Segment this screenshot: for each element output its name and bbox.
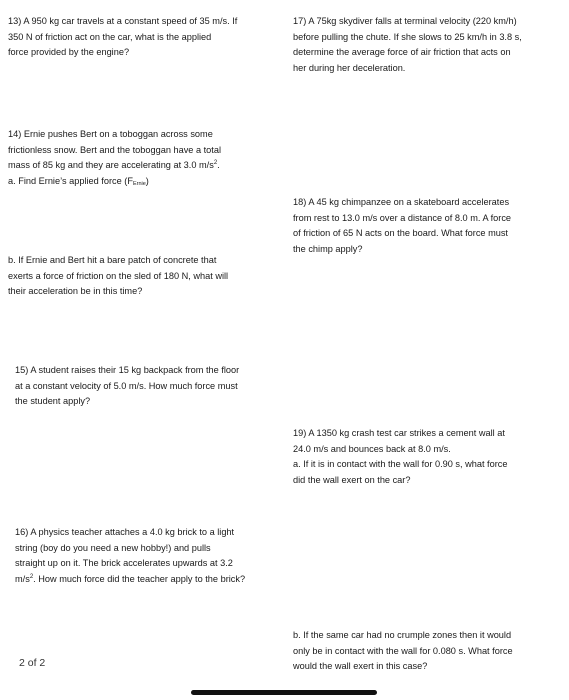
question-16-line-3: straight up on it. The brick accelerates upwards at 3.2 [15, 558, 233, 569]
squared-superscript: 2 [213, 160, 218, 167]
question-16-line-1: 16) A physics teacher attaches a 4.0 kg brick to a light [15, 527, 235, 537]
question-17-line-3: determine the average force of air friction that acts on [293, 47, 511, 58]
force-subscript-ernie: Ernie [132, 180, 146, 187]
question-19 [293, 426, 563, 488]
question-19b-line-2: only be in contact with the wall for 0.080 s. What force [293, 645, 513, 656]
question-18-line-2: from rest to 13.0 m/s over a distance of 8.0 m. A force [293, 212, 512, 223]
question-15-line-2: at a constant velocity of 5.0 m/s. How much force must [15, 380, 238, 391]
page-number: 2 of 2 [19, 657, 46, 669]
question-19-line-2: 24.0 m/s and bounces back at 8.0 m/s. [293, 443, 451, 454]
question-14 [8, 127, 280, 189]
question-15-line-1: 15) A student raises their 15 kg backpack from the floor [15, 365, 240, 375]
question-16-line-4 [15, 572, 287, 588]
question-13-line-1: 13) A 950 kg car travels at a constant speed of 35 m/s. If [8, 16, 238, 26]
question-19-line-1: 19) A 1350 kg crash test car strikes a cement wall at [293, 428, 505, 438]
question-14-part-a-close: ) [145, 175, 149, 186]
question-17-line-2: before pulling the chute. If she slows to 25 km/h in 3.8 s, [293, 31, 522, 42]
question-19b [293, 628, 563, 675]
question-16-line-4-text: . How much force did the teacher apply to the brick? [33, 573, 246, 584]
question-19-line-3: a. If it is in contact with the wall for 0.90 s, what force [293, 459, 508, 470]
question-14-line-3-text: mass of 85 kg and they are accelerating at 3.0 m/s [8, 160, 214, 171]
question-14-part-a-text: a. Find Ernie’s applied force (F [8, 175, 133, 186]
question-18-line-1: 18) A 45 kg chimpanzee on a skateboard accelerates [293, 197, 510, 207]
question-14-part-a [8, 174, 280, 190]
question-18-line-3: of friction of 65 N acts on the board. What force must [293, 228, 508, 239]
question-14-line-3 [8, 158, 280, 174]
question-19b-line-1: b. If the same car had no crumple zones then it would [293, 630, 512, 640]
question-14-line-2: frictionless snow. Bert and the toboggan have a total [8, 144, 221, 155]
question-13-line-3: force provided by the engine? [8, 47, 130, 58]
home-indicator-bar[interactable] [191, 690, 377, 695]
question-15 [15, 363, 287, 410]
question-18 [293, 195, 563, 257]
question-14-line-1: 14) Ernie pushes Bert on a toboggan across some [8, 129, 213, 139]
question-17-line-4: her during her deceleration. [293, 62, 406, 73]
question-14b-line-3: their acceleration be in this time? [8, 286, 143, 297]
question-19b-line-3: would the wall exert in this case? [293, 661, 428, 672]
question-18-line-4: the chimp apply? [293, 243, 363, 254]
question-17 [293, 14, 563, 76]
question-16 [15, 525, 287, 587]
question-16-line-2: string (boy do you need a new hobby!) and pulls [15, 542, 211, 553]
question-13 [8, 14, 280, 61]
question-14b-line-2: exerts a force of friction on the sled of 180 N, what will [8, 270, 229, 281]
question-17-line-1: 17) A 75kg skydiver falls at terminal velocity (220 km/h) [293, 16, 517, 26]
question-14b-line-1: b. If Ernie and Bert hit a bare patch of concrete that [8, 255, 217, 265]
question-16-line-4-unit: m/s [15, 573, 30, 584]
question-14b [8, 253, 280, 300]
question-19-line-4: did the wall exert on the car? [293, 474, 411, 485]
question-13-line-2: 350 N of friction act on the car, what is the applied [8, 31, 212, 42]
squared-superscript: 2 [29, 573, 34, 580]
question-14-line-3-period: . [217, 160, 220, 171]
question-15-line-3: the student apply? [15, 396, 91, 407]
